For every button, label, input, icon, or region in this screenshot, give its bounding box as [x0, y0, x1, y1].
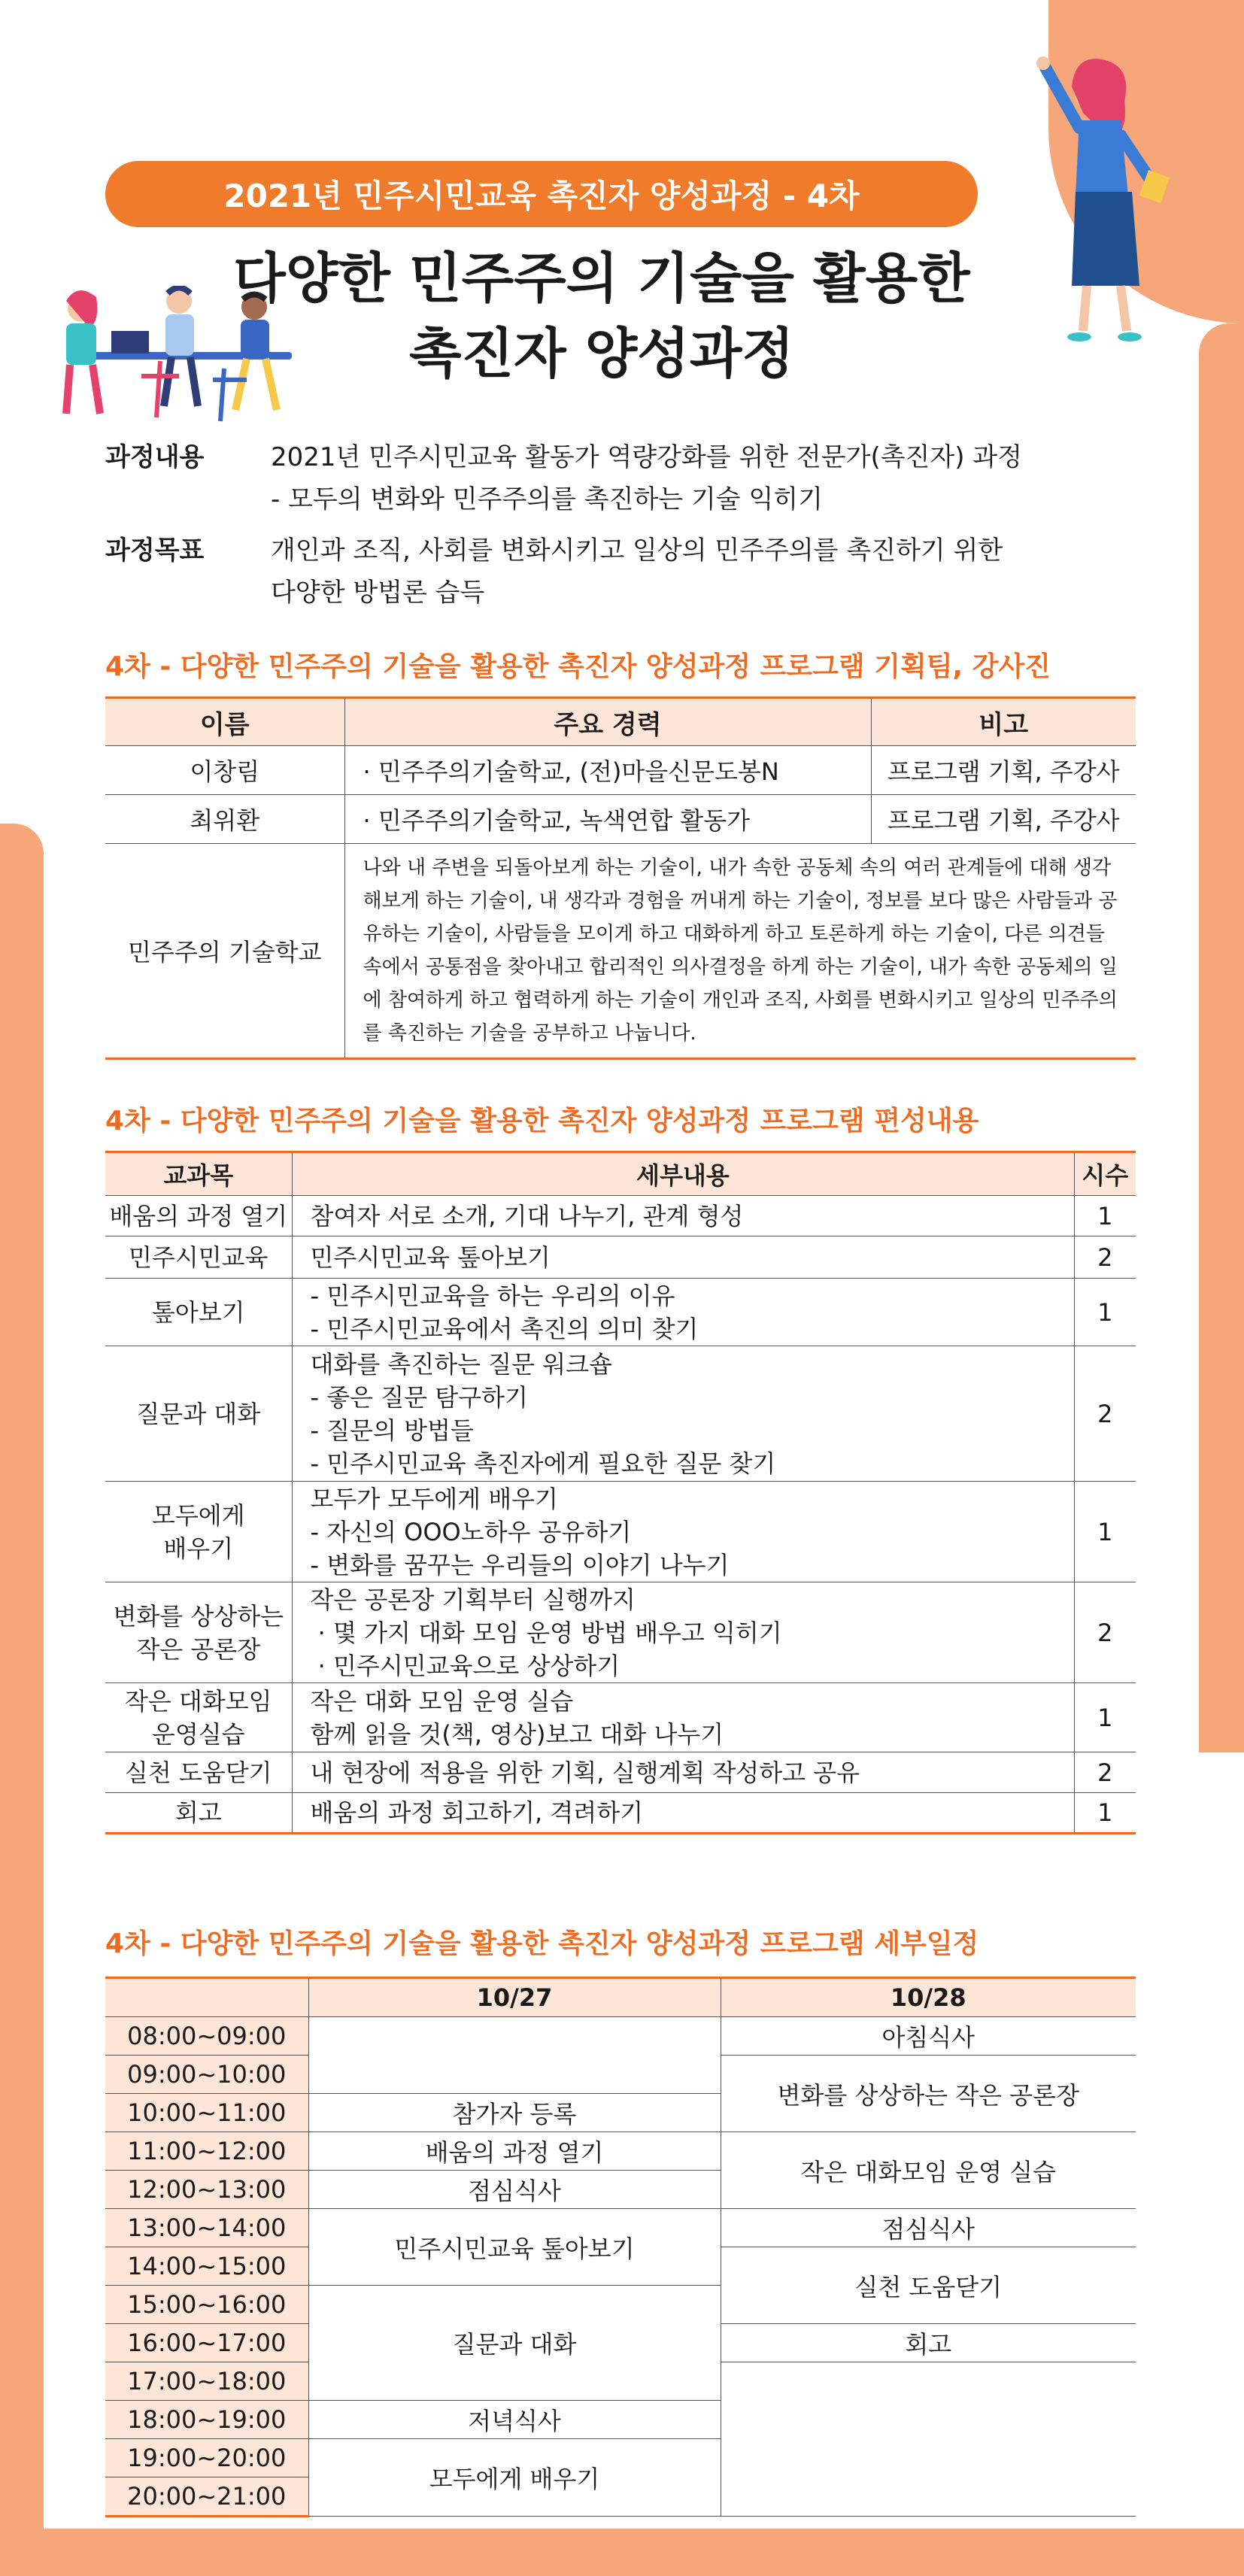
subject-line: 톺아보기 [151, 1297, 245, 1327]
detail-cell [292, 1752, 1074, 1793]
left-border-decoration [0, 824, 44, 2576]
time-slot: 16:00~17:00 [105, 2324, 308, 2362]
day2-practice: 작은 대화모임 운영 실습 [721, 2132, 1136, 2209]
content-line-2: - 모두의 변화와 민주주의를 촉진하는 기술 익히기 [271, 484, 823, 514]
goal-text [271, 529, 1211, 614]
detail-line: 모두가 모두에게 배우기 [310, 1484, 558, 1513]
detail-line: 배움의 과정 회고하기, 격려하기 [310, 1798, 644, 1827]
school-description: 나와 내 주변을 되돌아보게 하는 기술이, 내가 속한 공동체 속의 여러 관계들에 대해 생각해보게 하는 기술이, 내 생각과 경험을 꺼내게 하는 기술이, 정보를 보다 많은 사람들과 공유하는 기술이, 사람들을 모이게 하고 대화하게 하고 토론하게 하는 기술이, 다른 의견들 속에서 공통점을 찾아내고 합리적인 의사결정을 하게 하는 기술이, 내가 속한 공동체의 일에 참여하게 하고 협력하게 하는 기술이 개인과 조직, 사회를 변화시키고 일상의 민주주의를 촉진하는 기술을 공부하고 나눕니다. [344, 844, 1136, 1059]
subject-line: 작은 공론장 [136, 1634, 261, 1664]
schedule-table [105, 1977, 1136, 2517]
time-slot: 13:00~14:00 [105, 2209, 308, 2247]
detail-line: · 민주시민교육으로 상상하기 [310, 1651, 620, 1680]
subject-line: 변화를 상상하는 [113, 1601, 284, 1631]
time-slot: 20:00~21:00 [105, 2477, 308, 2517]
day1-dialogue: 질문과 대화 [308, 2286, 721, 2401]
detail-line: 민주시민교육 톺아보기 [310, 1242, 551, 1272]
detail-line: 참여자 서로 소개, 기대 나누기, 관계 형성 [310, 1201, 744, 1230]
day1-opening: 배움의 과정 열기 [308, 2132, 721, 2171]
subject-cell [105, 1196, 292, 1236]
detail-cell [292, 1793, 1074, 1834]
time-slot: 10:00~11:00 [105, 2094, 308, 2132]
detail-line: - 변화를 꿈꾸는 우리들의 이야기 나누기 [310, 1550, 730, 1579]
title-line-1: 다양한 민주주의 기술을 활용한 [233, 247, 970, 310]
subject-cell [105, 1752, 292, 1793]
detail-cell [292, 1482, 1074, 1582]
detail-line: 대화를 촉진하는 질문 워크숍 [310, 1349, 612, 1379]
detail-cell [292, 1279, 1074, 1346]
detail-line: - 질문의 방법들 [310, 1415, 474, 1445]
subject-line: 질문과 대화 [136, 1399, 261, 1428]
header-time [105, 1978, 308, 2017]
detail-line: 함께 읽을 것(책, 영상)보고 대화 나누기 [310, 1719, 724, 1749]
detail-line: 내 현장에 적용을 위한 기획, 실행계획 작성하고 공유 [310, 1758, 860, 1787]
school-name: 민주주의 기술학교 [105, 844, 344, 1059]
table-row [105, 1683, 1136, 1752]
detail-line: - 민주시민교육을 하는 우리의 이유 [310, 1281, 675, 1310]
table-row [105, 1793, 1136, 1834]
detail-line: - 자신의 OOO노하우 공유하기 [310, 1517, 632, 1546]
title-line-2: 촉진자 양성과정 [409, 322, 794, 385]
table-row [105, 844, 1136, 1059]
detail-cell [292, 1346, 1074, 1482]
header-day-2: 10/28 [721, 1978, 1136, 2017]
detail-line: · 몇 가지 대화 모임 운영 방법 배우고 익히기 [310, 1618, 782, 1647]
subject-line: 작은 대화모임 [124, 1686, 272, 1716]
detail-line: - 좋은 질문 탐구하기 [310, 1382, 528, 1412]
time-slot: 08:00~09:00 [105, 2017, 308, 2056]
time-slot: 09:00~10:00 [105, 2056, 308, 2094]
day2-lunch: 점심식사 [721, 2209, 1136, 2247]
content-label: 과정내용 [105, 442, 205, 472]
subject-line: 민주시민교육 [129, 1242, 269, 1272]
content-text [271, 436, 1211, 520]
subject-line: 모두에게 [151, 1500, 245, 1530]
day2-forum: 변화를 상상하는 작은 공론장 [721, 2056, 1136, 2132]
header-note: 비고 [871, 698, 1136, 746]
table-row [105, 1752, 1136, 1793]
day1-learn: 모두에게 배우기 [308, 2439, 721, 2517]
goal-label: 과정목표 [105, 536, 205, 566]
member-name: 최위환 [105, 795, 344, 844]
curriculum-table [105, 1151, 1136, 1834]
subject-line: 배움의 과정 열기 [109, 1201, 288, 1230]
time-slot: 18:00~19:00 [105, 2401, 308, 2439]
detail-line: 작은 공론장 기획부터 실행까지 [310, 1585, 636, 1614]
table-row [105, 1482, 1136, 1582]
subject-cell [105, 1346, 292, 1482]
subject-line: 배우기 [163, 1534, 234, 1563]
table-row [105, 1279, 1136, 1346]
table-row [105, 795, 1136, 844]
time-slot: 19:00~20:00 [105, 2439, 308, 2477]
day1-registration: 참가자 등록 [308, 2094, 721, 2132]
member-note: 프로그램 기획, 주강사 [871, 746, 1136, 795]
hours-cell: 2 [1074, 1236, 1136, 1279]
header-career: 주요 경력 [344, 698, 871, 746]
goal-line-1: 개인과 조직, 사회를 변화시키고 일상의 민주주의를 촉진하기 위한 [271, 536, 1003, 566]
member-name: 이창림 [105, 746, 344, 795]
header-subject: 교과목 [105, 1152, 292, 1196]
member-career: · 민주주의기술학교, (전)마을신문도봉N [344, 746, 871, 795]
detail-line: - 민주시민교육에서 촉진의 의미 찾기 [310, 1314, 699, 1343]
header-hours: 시수 [1074, 1152, 1136, 1196]
subject-cell [105, 1683, 292, 1752]
detail-cell [292, 1236, 1074, 1279]
day1-dinner: 저녁식사 [308, 2401, 721, 2439]
hours-cell: 1 [1074, 1683, 1136, 1752]
time-slot: 12:00~13:00 [105, 2171, 308, 2209]
subject-cell [105, 1279, 292, 1346]
day2-runup: 실천 도움닫기 [721, 2247, 1136, 2324]
subject-cell [105, 1236, 292, 1279]
hours-cell: 2 [1074, 1752, 1136, 1793]
time-slot: 14:00~15:00 [105, 2247, 308, 2286]
bottom-border-decoration [0, 2529, 1244, 2576]
hours-cell: 1 [1074, 1482, 1136, 1582]
subject-line: 운영실습 [151, 1719, 245, 1749]
hours-cell: 1 [1074, 1279, 1136, 1346]
day2-breakfast: 아침식사 [721, 2017, 1136, 2056]
detail-cell [292, 1582, 1074, 1683]
course-banner: 2021년 민주시민교육 촉진자 양성과정 - 4차 [105, 161, 978, 227]
time-slot: 15:00~16:00 [105, 2286, 308, 2324]
subject-line: 실천 도움닫기 [124, 1758, 272, 1787]
day2-empty [721, 2362, 1136, 2517]
day2-retro: 회고 [721, 2324, 1136, 2362]
detail-line: 작은 대화 모임 운영 실습 [310, 1686, 574, 1716]
subject-cell [105, 1793, 292, 1834]
table-row [105, 746, 1136, 795]
hours-cell: 1 [1074, 1793, 1136, 1834]
hours-cell: 2 [1074, 1346, 1136, 1482]
subject-line: 회고 [174, 1798, 222, 1827]
time-slot: 17:00~18:00 [105, 2362, 308, 2401]
header-day-1: 10/27 [308, 1978, 721, 2017]
content-line-1: 2021년 민주시민교육 활동가 역량강화를 위한 전문가(촉진자) 과정 [271, 442, 1023, 472]
member-note: 프로그램 기획, 주강사 [871, 795, 1136, 844]
day1-lunch: 점심식사 [308, 2171, 721, 2209]
member-career: · 민주주의기술학교, 녹색연합 활동가 [344, 795, 871, 844]
table-row [105, 1196, 1136, 1236]
detail-cell [292, 1196, 1074, 1236]
header-detail: 세부내용 [292, 1152, 1074, 1196]
team-table [105, 696, 1136, 1060]
table-row [105, 1582, 1136, 1683]
standing-woman-illustration [1000, 45, 1196, 346]
table-row [105, 1236, 1136, 1279]
section-title-team: 4차 - 다양한 민주주의 기술을 활용한 촉진자 양성과정 프로그램 기획팀, 강사진 [105, 651, 1051, 682]
detail-cell [292, 1683, 1074, 1752]
header-name: 이름 [105, 698, 344, 746]
subject-cell [105, 1582, 292, 1683]
section-title-schedule: 4차 - 다양한 민주주의 기술을 활용한 촉진자 양성과정 프로그램 세부일정 [105, 1928, 979, 1959]
hours-cell: 1 [1074, 1196, 1136, 1236]
detail-line: - 민주시민교육 촉진자에게 필요한 질문 찾기 [310, 1449, 776, 1478]
time-slot: 11:00~12:00 [105, 2132, 308, 2171]
goal-line-2: 다양한 방법론 습득 [271, 578, 485, 608]
subject-cell [105, 1482, 292, 1582]
day1-empty [308, 2017, 721, 2094]
table-row [105, 1346, 1136, 1482]
page-title [226, 241, 978, 391]
hours-cell: 2 [1074, 1582, 1136, 1683]
day1-review: 민주시민교육 톺아보기 [308, 2209, 721, 2286]
section-title-curriculum: 4차 - 다양한 민주주의 기술을 활용한 촉진자 양성과정 프로그램 편성내용 [105, 1106, 979, 1136]
